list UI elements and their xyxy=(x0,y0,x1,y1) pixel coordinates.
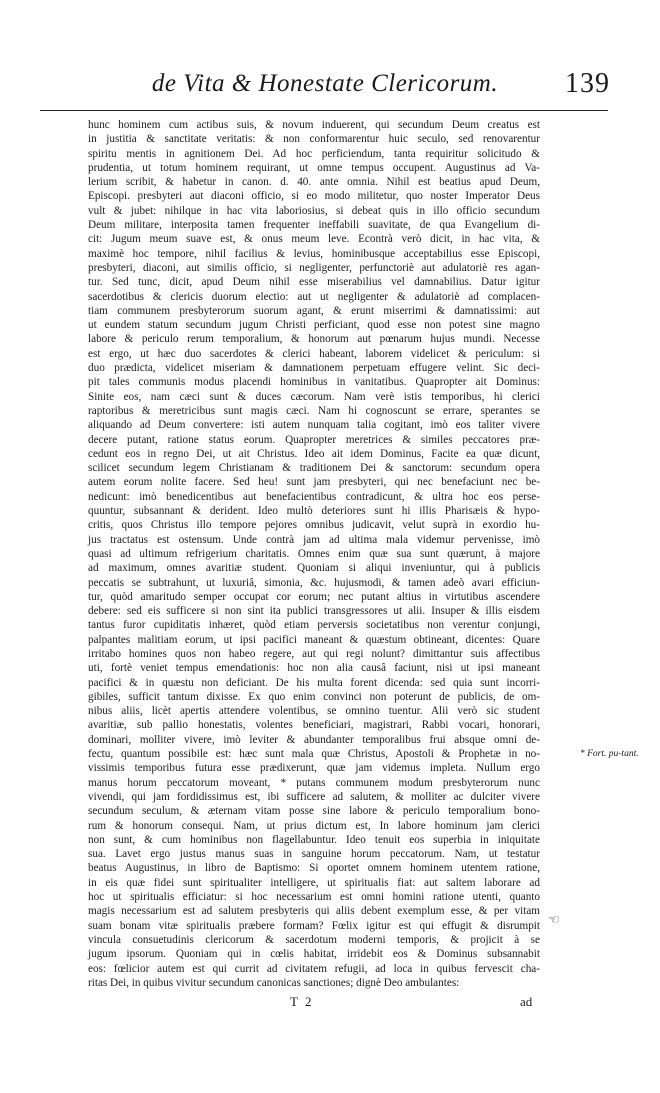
text-line: cit: Jugum meum suave est, & onus meum leve. Econtrà verò dicit, in hac vita, & xyxy=(88,233,540,246)
text-line: nibus aliis, licèt apertis attendere volentibus, se omnino tuentur. Alii verò sic student xyxy=(88,705,540,718)
pointing-hand-icon: ☜ xyxy=(548,912,560,927)
text-line: ad maximum, omnes avaritiæ student. Quoniam si aliqui inveniuntur, qui à publicis xyxy=(88,562,540,575)
text-line: sua. Lavet ergo justus manus suas in sanguine horum peccatorum. Nam, ut testatur xyxy=(88,848,540,861)
text-line: suam bonam vitæ spiritualis præbere formam? Fœlix igitur est qui effugit & disrumpit xyxy=(88,919,540,932)
text-line: sacerdotibus & clericis duorum electio: aut ut negligenter & adulatoriè ad complacen- xyxy=(88,290,540,303)
text-line: dominari, molliter vivere, imò leviter & abundanter temporalibus frui absque omni de- xyxy=(88,733,540,746)
text-line: hunc hominem cum actibus suis, & novum induerent, qui secundum Deum creatus est xyxy=(88,119,540,131)
text-line: pacifici & in quæstu non deficiant. De his multa forent dicenda: sed quia sunt incorri- xyxy=(88,676,540,689)
text-line: tur. Sed tunc, dicit, apud Deum nihil esse miserabilius vel damnabilius. Datur igitur xyxy=(88,276,540,289)
text-line: decere putant, ratione status eorum. Quapropter meretrices & similes peccatores præ- xyxy=(88,433,540,446)
text-line: eos: fœlicior autem est qui currit ad civitatem refugii, ad loca in quibus fervescit cha- xyxy=(88,962,540,975)
text-line: labore & periculo rerum temporalium, & honorum aut pœnarum hujus mundi. Necesse xyxy=(88,333,540,346)
text-line: Deum militare, interposita tamen frequenter ineffabili suavitate, de qua Evangelium di- xyxy=(88,219,540,232)
text-line: quuntur, subsannant & derident. Ideo multò deteriores sunt hi illis Pharisæis & hypo- xyxy=(88,505,540,518)
text-line: magis necessarium est ad salutem presbyteris qui aliis debent exemplum esse, & per vitam xyxy=(88,905,540,918)
text-line: in eis quæ fidei sunt spiritualiter intelligere, ut spiritualis fiat: aut saltem laborare ad xyxy=(88,876,540,889)
text-line: tiam communem presbyterorum suorum agant, & erunt miserrimi & damnatissimi: aut xyxy=(88,304,540,317)
page-header xyxy=(40,64,610,104)
text-line: aliquando ad Deum convertere: isti autem nunquam talia cogitant, imò eos taliter vivere xyxy=(88,419,540,432)
text-line: quasi ad ultimum refrigerium charitatis. Omnes enim quæ sua sunt quærunt, à majore xyxy=(88,547,540,560)
text-line: raptoribus & meretricibus sunt magis cæci. Nam hi cognoscunt se errare, sperantes se xyxy=(88,404,540,417)
text-line: non sunt, & cum hominibus non flagellabuntur. Ideo tenuit eos superbia in iniquitate xyxy=(88,833,540,846)
text-line: vincula consuetudinis clericorum & sacerdotum moderni temporis, & projicit à se xyxy=(88,933,540,946)
page-number: 139 xyxy=(565,68,610,99)
text-line: palpantes malitiam eorum, ut ipsi pacifici maneant & quæstum obtineant, dicentes: Quare xyxy=(88,633,540,646)
text-line: fectu, quantum possibile est: hæc sunt mala quæ Christus, Apostoli & Prophetæ in no- xyxy=(88,748,540,761)
text-line: jus tractatus est ostensum. Unde contrà jam ad ultima mala videmur pervenisse, imò xyxy=(88,533,540,546)
text-line: Sinite eos, nam cæci sunt & duces cæcorum. Nam verè istis temporibus, hi clerici xyxy=(88,390,540,403)
text-line: tantus furor cupiditatis inhæret, quòd etiam perversis societatibus non verentur conjungi, xyxy=(88,619,540,632)
running-title: de Vita & Honestate Clericorum. xyxy=(151,70,499,97)
text-line: vult & jubet: nihilque in hac vita laboriosius, si debeat quis in illo officio secundum xyxy=(88,204,540,217)
text-line: nedicunt: imò benedicentibus aut benefacientibus contradicunt, & ultra hoc eos perse- xyxy=(88,490,540,503)
text-line: pit tales communis modus placendi hominibus in vanitatibus. Quapropter ait Dominus: xyxy=(88,376,540,389)
text-line: Episcopi. presbyteri aut diaconi officio, si eo modo militetur, quo noster Imperator Deus xyxy=(88,190,540,203)
text-line: gibiles, sufficit tantum dixisse. Ex quo enim convinci non poterunt de publicis, de om- xyxy=(88,690,540,703)
text-line: tur, quòd amaritudo semper occupat cor eorum; nec putant altius in virtutibus ascendere xyxy=(88,590,540,603)
text-line: peccatis se subtrahunt, ut luxuriâ, simonia, &c. hujusmodi, & tamen adeò avari efficiun- xyxy=(88,576,540,589)
text-line: ut eundem statum secundum jugum Christi perficiant, quod esse non potest sine magno xyxy=(88,319,540,332)
signature-mark: T 2 xyxy=(290,994,314,1009)
margin-note: * Fort. pu-tant. xyxy=(580,749,639,759)
text-line: autem eorum nolite facere. Sed heu! sunt jam presbyteri, qui nec benefaciunt nec be- xyxy=(88,476,540,489)
text-line: spiritu mentis in agnitionem Dei. Ad hoc perficiendum, tanta requiritur solicitudo & xyxy=(88,147,540,160)
text-line: hoc ut spiritualis efficiatur: si hoc necessarium est omni homini ratione utenti, quanto xyxy=(88,891,540,904)
text-line: scilicet secundum legem Christianam & traditionem Dei & sanctorum: secundum opera xyxy=(88,462,540,475)
text-line: critis, quos Christus illo tempore pejores omnibus judicavit, velut suprà in exordio hu- xyxy=(88,519,540,532)
text-line: beatus Augustinus, in libro de Baptismo: Si oportet omnem hominem utentem ratione, xyxy=(88,862,540,875)
text-line: secundum seculum, & æternam vitam posse sine labore & periculo temporalium bono- xyxy=(88,805,540,818)
text-line: avaritiæ, sub pallio honestatis, volentes beneficiari, magistrari, Rabbi vocari, honorari, xyxy=(88,719,540,732)
text-line: vissimis temporibus futura esse prædixerunt, quæ jam videmus impleta. Nullum ergo xyxy=(88,762,540,775)
text-line: vivendi, qui jam fordidissimus est, ibi sufficere ad salutem, & molliter ac dulciter vivere xyxy=(88,790,540,803)
text-line: presbyteri, diaconi, aut similis officio, si negligenter, perfunctoriè aut adulatoriè res agan- xyxy=(88,261,540,274)
text-line: rum & honorum consequi. Nam, ut prius dictum est, In labore hominum jam clerici xyxy=(88,819,540,832)
text-line: est ergo, ut hæc duo sacerdotes & clerici habeant, laborem videlicet & periculum: si xyxy=(88,347,540,360)
text-line: jugum ipsorum. Quoniam qui in cœlis habitat, irridebit eos & Dominus subsannabit xyxy=(88,948,540,961)
header-rule xyxy=(40,110,608,111)
text-line: cedunt eos in regno Dei, ut ait Christus. Ideo ait idem Dominus, Facite ea quæ dicunt, xyxy=(88,447,540,460)
text-line: uti, fortè veniet tempus emendationis: hoc non alia causâ faciunt, nisi ut ipsi maneant xyxy=(88,662,540,675)
text-line: lerium scribit, & habetur in canon. d. 40. ante omnia. Nihil est beatius apud Deum, xyxy=(88,176,540,189)
text-line: irritabo homines quos non habeo regere, aut qui regi nolunt? dimittantur suis affectibus xyxy=(88,647,540,660)
text-line: duo prædicta, videlicet miseriam & damnationem perpetuam effugere velint. Sic deci- xyxy=(88,362,540,375)
text-line: prudentia, ut totum hominem requirant, ut omne tempus occupent. Augustinus ad Va- xyxy=(88,161,540,174)
catchword: ad xyxy=(520,994,533,1009)
text-line: in justitia & sanctitate veritatis: & non conformarentur huic seculo, sed renovarentur xyxy=(88,133,540,146)
text-line: ritas Dei, in quibus vivitur secundum canonicas sanctiones; dignè Deo ambulantes: xyxy=(88,976,460,989)
body-text xyxy=(88,118,540,990)
text-line: manus horum peccatorum moveant, * putans communem modum presbyterorum nunc xyxy=(88,776,540,789)
text-line: maximè hoc tempore, nihil facilius & levius, hominibusque acceptabilius esse Episcopi, xyxy=(88,247,540,260)
text-line: debere: sed eis sufficere si non sint ita publici transgressores ut alii. Insuper & illis eisdem xyxy=(88,605,540,618)
